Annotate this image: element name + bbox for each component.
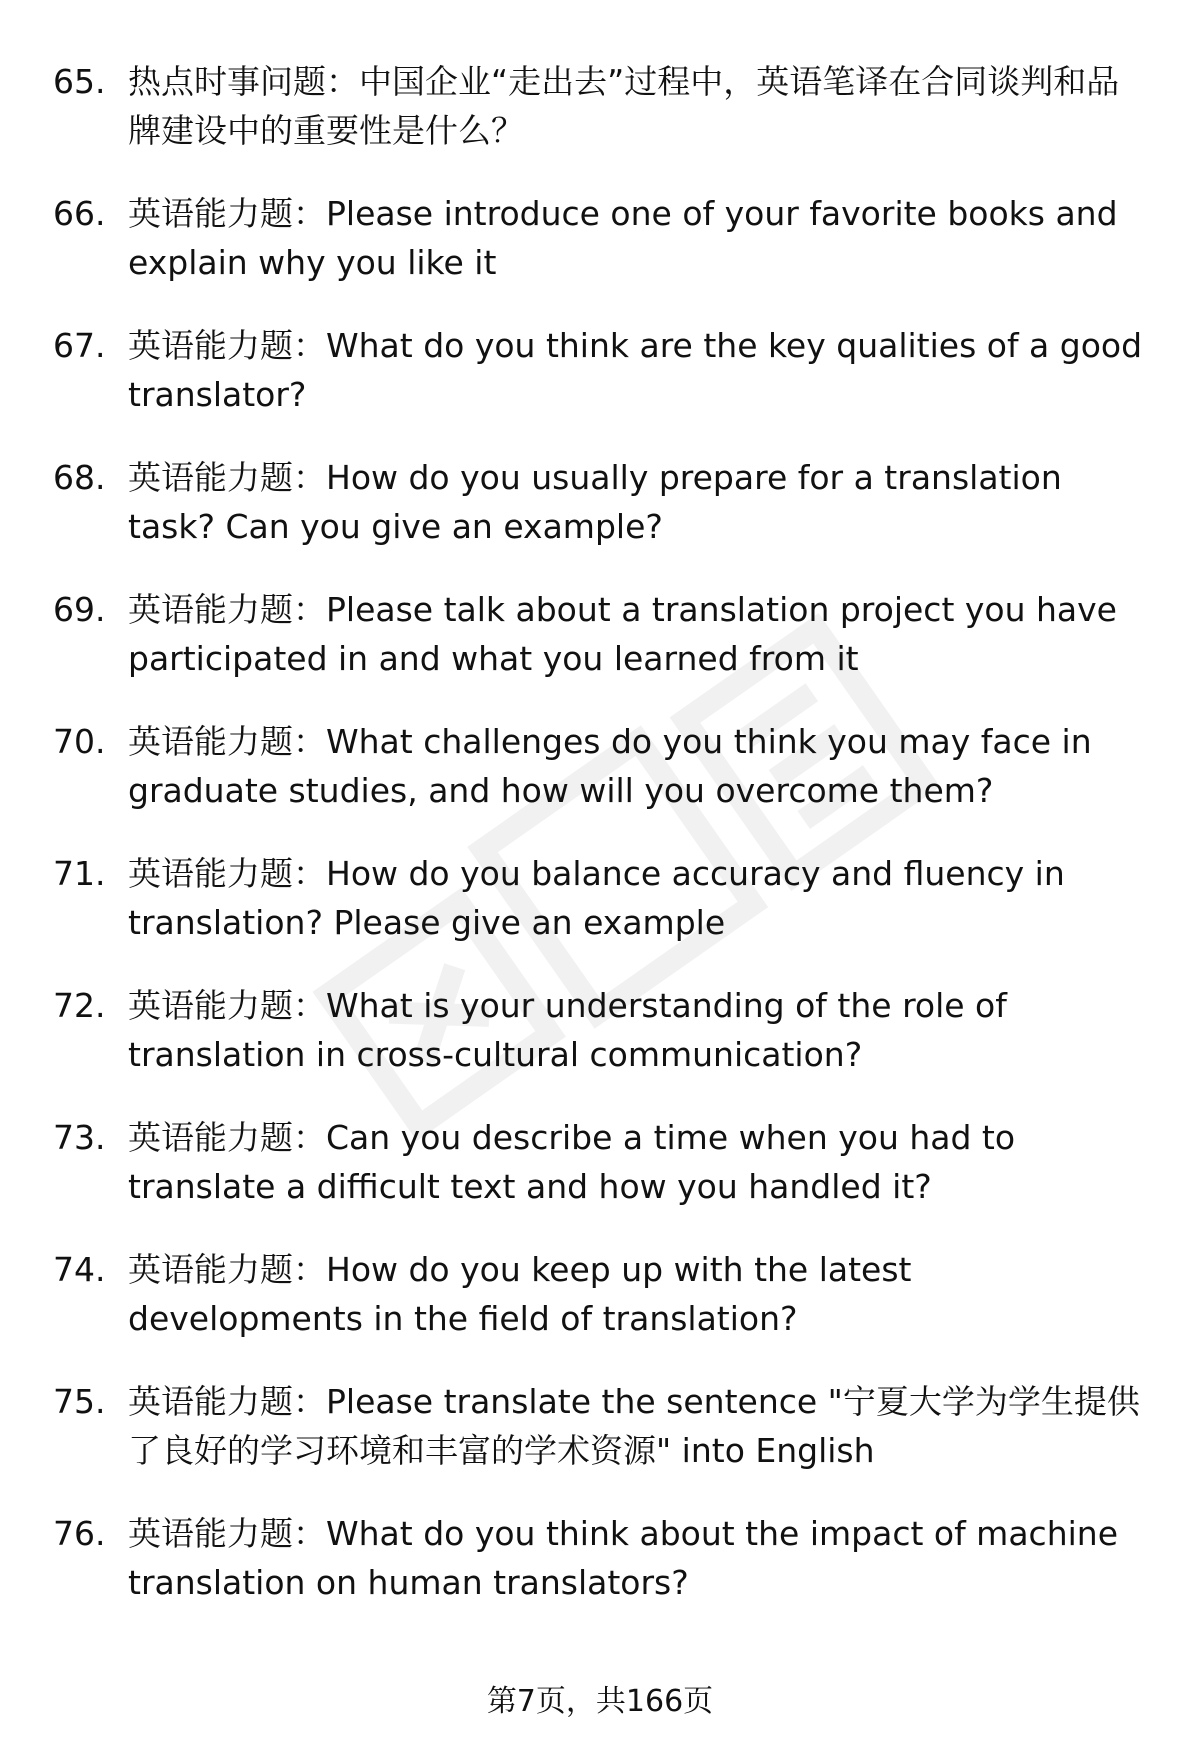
question-number: 73. bbox=[53, 1118, 106, 1157]
question-item-66 bbox=[0, 189, 1200, 321]
question-list bbox=[0, 57, 1200, 1641]
question-number: 75. bbox=[53, 1382, 106, 1421]
page-footer: 第7页，共166页 bbox=[486, 1684, 714, 1719]
question-text: 英语能力题：Please talk about a translation project you have participated in and what you learned from it bbox=[128, 590, 1117, 678]
question-text: 英语能力题：How do you usually prepare for a translation task? Can you give an example? bbox=[128, 458, 1062, 546]
question-text: 英语能力题：Can you describe a time when you had to translate a difficult text and how you handled it? bbox=[128, 1118, 1016, 1206]
question-number: 70. bbox=[53, 722, 106, 761]
question-text: 热点时事问题：中国企业“走出去”过程中，英语笔译在合同谈判和品牌建设中的重要性是什么？ bbox=[128, 62, 1120, 150]
question-number: 72. bbox=[53, 986, 106, 1025]
question-item-72 bbox=[0, 981, 1200, 1113]
question-item-70 bbox=[0, 717, 1200, 849]
question-number: 69. bbox=[53, 590, 106, 629]
question-text: 英语能力题：What challenges do you think you may face in graduate studies, and how will you overcome them? bbox=[128, 722, 1092, 810]
question-text: 英语能力题：Please introduce one of your favorite books and explain why you like it bbox=[128, 194, 1118, 282]
question-number: 67. bbox=[53, 326, 106, 365]
question-text: 英语能力题：What do you think about the impact of machine translation on human translators? bbox=[128, 1514, 1118, 1602]
question-item-69 bbox=[0, 585, 1200, 717]
question-number: 76. bbox=[53, 1514, 106, 1553]
question-item-75 bbox=[0, 1377, 1200, 1509]
question-item-71 bbox=[0, 849, 1200, 981]
question-item-74 bbox=[0, 1245, 1200, 1377]
question-number: 66. bbox=[53, 194, 106, 233]
question-number: 65. bbox=[53, 62, 106, 101]
question-item-67 bbox=[0, 321, 1200, 453]
question-item-68 bbox=[0, 453, 1200, 585]
question-item-76 bbox=[0, 1509, 1200, 1641]
question-number: 71. bbox=[53, 854, 106, 893]
question-text: 英语能力题：How do you keep up with the latest developments in the field of translation? bbox=[128, 1250, 912, 1338]
question-text: 英语能力题：What is your understanding of the role of translation in cross-cultural communication? bbox=[128, 986, 1007, 1074]
question-text: 英语能力题：What do you think are the key qualities of a good translator? bbox=[128, 326, 1143, 414]
question-number: 74. bbox=[53, 1250, 106, 1289]
question-number: 68. bbox=[53, 458, 106, 497]
question-item-73 bbox=[0, 1113, 1200, 1245]
question-item-65 bbox=[0, 57, 1200, 189]
question-text: 英语能力题：How do you balance accuracy and fluency in translation? Please give an example bbox=[128, 854, 1065, 942]
question-text: 英语能力题：Please translate the sentence "宁夏大学为学生提供了良好的学习环境和丰富的学术资源" into English bbox=[128, 1382, 1140, 1470]
